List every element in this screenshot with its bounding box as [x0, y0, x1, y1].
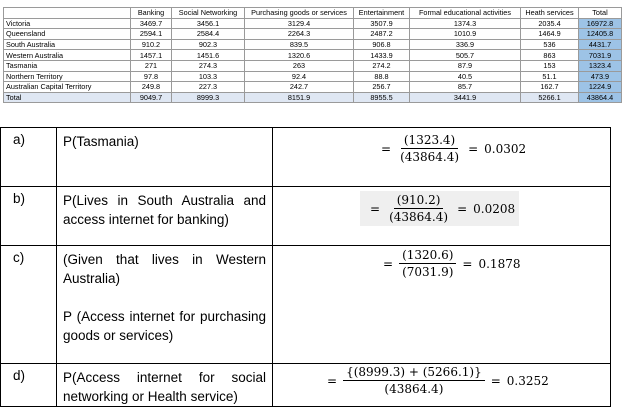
table-cell: 1320.6 — [245, 50, 354, 61]
column-header: Entertainment — [354, 8, 410, 19]
table-cell: 249.8 — [131, 82, 172, 93]
table-cell: 12405.8 — [579, 29, 622, 40]
fraction-numerator: (910.2) — [394, 193, 444, 209]
column-header: Purchasing goods or services — [245, 8, 354, 19]
part-label: a) — [1, 128, 57, 187]
table-row — [4, 50, 622, 61]
fraction — [399, 248, 456, 279]
equals-sign: = — [462, 256, 473, 271]
fraction — [386, 193, 451, 224]
table-cell: 1374.3 — [410, 18, 521, 29]
description-text: (Given that lives in Western Australia) — [63, 252, 266, 286]
table-cell: 336.9 — [410, 39, 521, 50]
table-cell: 227.3 — [172, 82, 245, 93]
table-cell: 1451.6 — [172, 50, 245, 61]
table-cell: 7031.9 — [579, 50, 622, 61]
answer-row-b — [1, 187, 611, 246]
equals-sign: = — [327, 373, 338, 388]
table-row — [4, 18, 622, 29]
table-cell: 92.4 — [245, 71, 354, 82]
table-cell: 274.3 — [172, 60, 245, 71]
table-cell: 902.3 — [172, 39, 245, 50]
table-cell: 16972.8 — [579, 18, 622, 29]
table-cell: 2035.4 — [521, 18, 579, 29]
table-cell: 2584.4 — [172, 29, 245, 40]
column-header: Heath services — [521, 8, 579, 19]
equals-sign: = — [383, 256, 394, 271]
equals-sign: = — [468, 141, 479, 156]
table-cell: 3507.9 — [354, 18, 410, 29]
table-cell: 1010.9 — [410, 29, 521, 40]
table-row — [4, 29, 622, 40]
probability-result: 0.3252 — [506, 373, 549, 388]
answer-cell — [273, 364, 611, 407]
table-cell: 2594.1 — [131, 29, 172, 40]
row-label: Western Australia — [4, 50, 131, 61]
table-cell: 88.8 — [354, 71, 410, 82]
table-cell: 473.9 — [579, 71, 622, 82]
table-header-row — [4, 8, 622, 19]
row-label: South Australia — [4, 39, 131, 50]
table-cell: 40.5 — [410, 71, 521, 82]
column-header — [4, 8, 131, 19]
probability-result: 0.0302 — [484, 141, 527, 156]
probability-table — [0, 127, 611, 407]
answer-description — [57, 187, 273, 246]
equals-sign: = — [381, 141, 392, 156]
table-cell: 85.7 — [410, 82, 521, 93]
table-cell: 2264.3 — [245, 29, 354, 40]
description-text: P(Tasmania) — [63, 134, 139, 149]
row-label: Victoria — [4, 18, 131, 29]
table-row — [4, 82, 622, 93]
table-cell: 839.5 — [245, 39, 354, 50]
table-cell: 8955.5 — [354, 92, 410, 103]
row-label: Northern Territory — [4, 71, 131, 82]
column-header: Banking — [131, 8, 172, 19]
table-cell: 263 — [245, 60, 354, 71]
part-label: d) — [1, 364, 57, 407]
table-cell: 863 — [521, 50, 579, 61]
table-cell: 97.8 — [131, 71, 172, 82]
answer-description — [57, 364, 273, 407]
row-label: Total — [4, 92, 131, 103]
table-cell: 8151.9 — [245, 92, 354, 103]
probability-equation — [377, 248, 520, 279]
table-row — [4, 60, 622, 71]
table-cell: 87.9 — [410, 60, 521, 71]
table-cell: 3441.9 — [410, 92, 521, 103]
internet-usage-table — [3, 7, 622, 103]
fraction-denominator: (43864.4) — [384, 382, 444, 396]
row-label: Queensland — [4, 29, 131, 40]
table-cell: 5266.1 — [521, 92, 579, 103]
part-label: b) — [1, 187, 57, 246]
table-cell: 1433.9 — [354, 50, 410, 61]
table-cell: 9049.7 — [131, 92, 172, 103]
fraction-denominator: (43864.4) — [389, 210, 449, 224]
description-text: P (Access internet for purchasing goods or services) — [63, 309, 266, 343]
table-cell: 2487.2 — [354, 29, 410, 40]
table-cell: 3469.7 — [131, 18, 172, 29]
table-cell: 51.1 — [521, 71, 579, 82]
table-cell: 274.2 — [354, 60, 410, 71]
fraction-numerator: (1320.6) — [399, 248, 456, 264]
answer-description — [57, 128, 273, 187]
answer-description — [57, 246, 273, 364]
table-row — [4, 39, 622, 50]
description-text: P(Access internet for social networking or Health service) — [63, 370, 266, 404]
table-cell: 536 — [521, 39, 579, 50]
answer-row-d — [1, 364, 611, 407]
description-text: P(Lives in South Australia and access internet for banking) — [63, 193, 266, 227]
fraction-numerator: {(8999.3) + (5266.1)} — [343, 365, 485, 381]
table-total-row — [4, 92, 622, 103]
table-cell: 505.7 — [410, 50, 521, 61]
table-cell: 1457.1 — [131, 50, 172, 61]
probability-equation — [375, 133, 526, 164]
table-cell: 4431.7 — [579, 39, 622, 50]
table-cell: 3456.1 — [172, 18, 245, 29]
part-label: c) — [1, 246, 57, 364]
answer-cell — [273, 128, 611, 187]
answer-cell — [273, 187, 611, 246]
table-cell: 103.3 — [172, 71, 245, 82]
table-cell: 1323.4 — [579, 60, 622, 71]
answer-cell — [273, 246, 611, 364]
column-header: Total — [579, 8, 622, 19]
table-cell: 162.7 — [521, 82, 579, 93]
table-cell: 3129.4 — [245, 18, 354, 29]
fraction — [397, 133, 462, 164]
fraction-numerator: (1323.4) — [401, 133, 458, 149]
table-cell: 906.8 — [354, 39, 410, 50]
table-cell: 242.7 — [245, 82, 354, 93]
probability-equation — [360, 191, 519, 226]
probability-result: 0.0208 — [473, 201, 516, 216]
table-cell: 43864.4 — [579, 92, 622, 103]
probability-result: 0.1878 — [478, 256, 521, 271]
row-label: Australian Capital Territory — [4, 82, 131, 93]
column-header: Formal educational activities — [410, 8, 521, 19]
fraction-denominator: (7031.9) — [402, 265, 454, 279]
probability-equation — [321, 365, 549, 396]
equals-sign: = — [490, 373, 501, 388]
fraction-denominator: (43864.4) — [400, 150, 460, 164]
table-cell: 910.2 — [131, 39, 172, 50]
table-cell: 8999.3 — [172, 92, 245, 103]
answer-row-a — [1, 128, 611, 187]
table-cell: 1224.9 — [579, 82, 622, 93]
answer-row-c — [1, 246, 611, 364]
table-cell: 1464.9 — [521, 29, 579, 40]
row-label: Tasmania — [4, 60, 131, 71]
table-cell: 271 — [131, 60, 172, 71]
table-cell: 256.7 — [354, 82, 410, 93]
table-cell: 153 — [521, 60, 579, 71]
fraction — [343, 365, 485, 396]
table-row — [4, 71, 622, 82]
column-header: Social Networking — [172, 8, 245, 19]
equals-sign: = — [370, 201, 381, 216]
equals-sign: = — [457, 201, 468, 216]
